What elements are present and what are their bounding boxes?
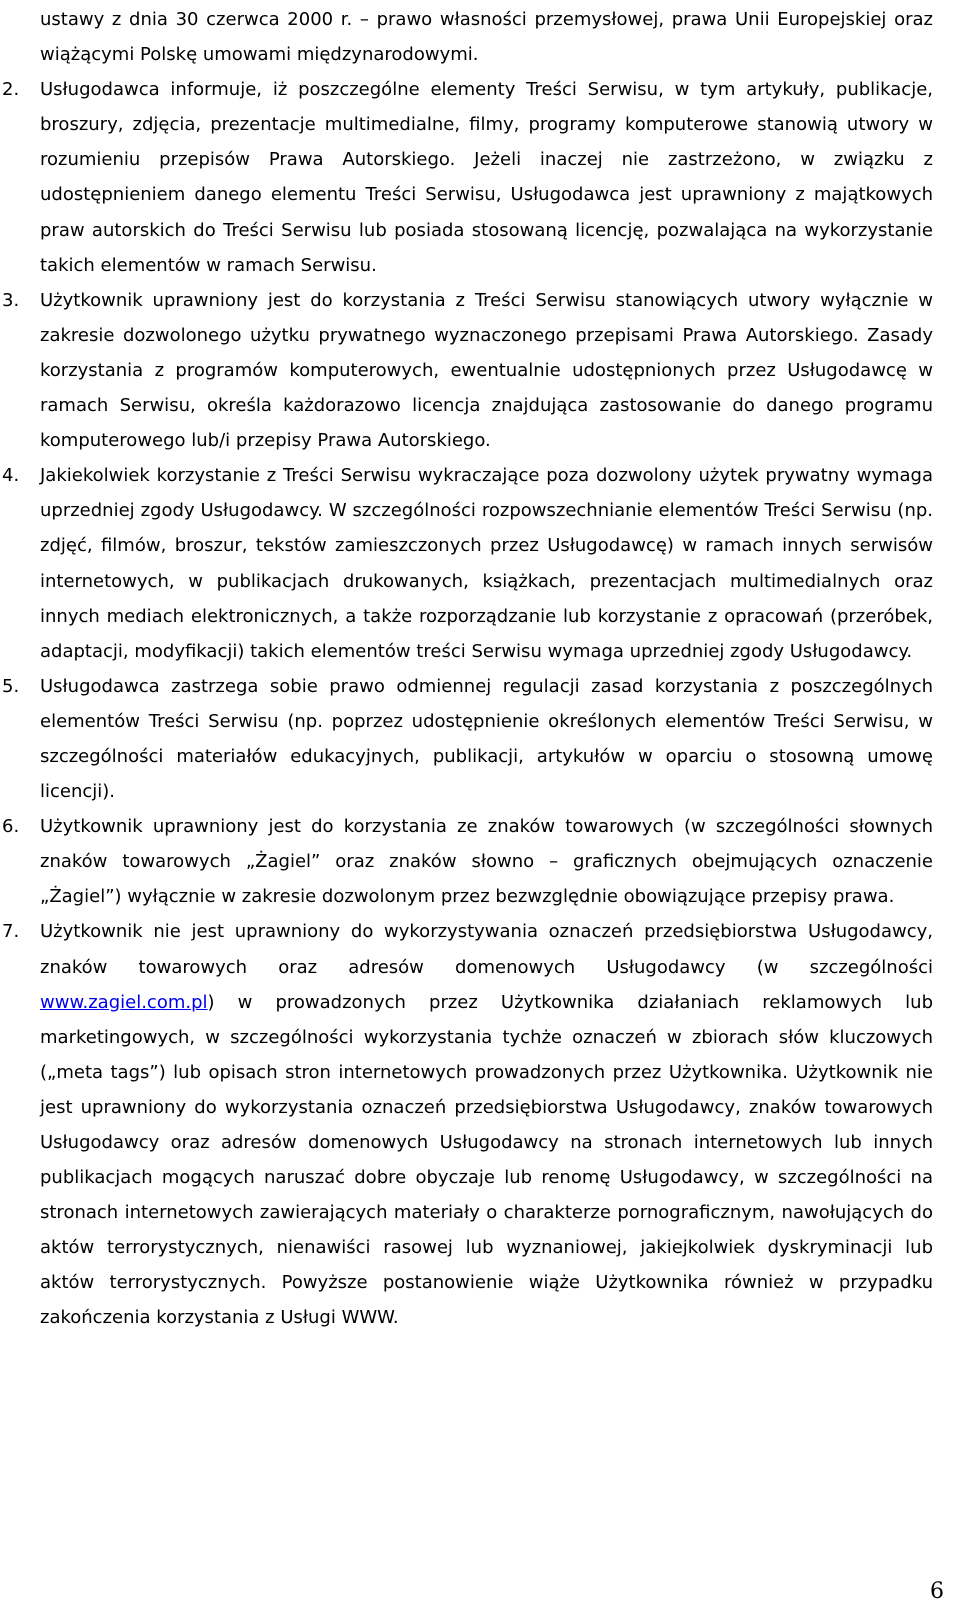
paragraph-text: ustawy z dnia 30 czerwca 2000 r. – prawo własności przemysłowej, prawa Unii Europejskiej oraz wiążącymi Polskę umowami międzynarodowymi. bbox=[40, 9, 933, 66]
paragraph-text: Usługodawca zastrzega sobie prawo odmiennej regulacji zasad korzystania z poszczególnych elementów Treści Serwisu (np. poprzez udostępnienie określonych elementów Treści Serwisu, w szczególności materiałów edukacyjnych, publikacji, artykułów w oparciu o stosowną umowę licencji). bbox=[40, 675, 933, 803]
paragraph-text: Usługodawca informuje, iż poszczególne elementy Treści Serwisu, w tym artykuły, publikacje, broszury, zdjęcia, prezentacje multimedialne, filmy, programy komputerowe stanowią utwory w rozumieniu przepisów Prawa Autorskiego. Jeżeli inaczej nie zastrzeżono, w związku z udostępnieniem danego elementu Treści Serwisu, Usługodawca jest uprawniony z majątkowych praw autorskich do Treści Serwisu lub posiada stosowaną licencję, pozwalająca na wykorzystanie takich elementów w ramach Serwisu. bbox=[40, 79, 933, 276]
paragraph-text-before-link: Użytkownik nie jest uprawniony do wykorzystywania oznaczeń przedsiębiorstwa Usługodawcy, znaków towarowych oraz adresów domenowych Usługodawcy (w szczególności bbox=[40, 921, 933, 978]
paragraph-text: Użytkownik uprawniony jest do korzystania ze znaków towarowych (w szczególności słownych znaków towarowych „Żagiel” oraz znaków słowno – graficznych obejmujących oznaczenie „Żagiel”) wyłącznie w zakresie dozwolonym przez bezwzględnie obowiązujące przepisy prawa. bbox=[40, 816, 933, 908]
paragraph-6 bbox=[2, 809, 933, 914]
paragraph-number: 6. bbox=[2, 816, 20, 838]
zagiel-website-link[interactable]: www.zagiel.com.pl bbox=[40, 991, 208, 1013]
paragraph-4 bbox=[2, 458, 933, 669]
paragraph-text: Użytkownik uprawniony jest do korzystania z Treści Serwisu stanowiących utwory wyłącznie w zakresie dozwolonego użytku prywatnego wyznaczonego przepisami Prawa Autorskiego. Zasady korzystania z programów komputerowych, ewentualnie udostępnionych przez Usługodawcę w ramach Serwisu, określa każdorazowo licencja znajdująca zastosowanie do danego programu komputerowego lub/i przepisy Prawa Autorskiego. bbox=[40, 289, 933, 452]
paragraph-2 bbox=[2, 72, 933, 283]
paragraph-number: 5. bbox=[2, 675, 20, 697]
paragraph-3 bbox=[2, 283, 933, 458]
page-number: 6 bbox=[930, 1579, 944, 1604]
document-body bbox=[2, 2, 933, 1336]
paragraph-text-after-link: ) w prowadzonych przez Użytkownika działaniach reklamowych lub marketingowych, w szczególności wykorzystania tychże oznaczeń w zbiorach słów kluczowych („meta tags”) lub opisach stron internetowych prowadzonych przez Użytkownika. Użytkownik nie jest uprawniony do wykorzystania oznaczeń przedsiębiorstwa Usługodawcy, znaków towarowych Usługodawcy oraz adresów domenowych Usługodawcy na stronach internetowych lub innych publikacjach mogących naruszać dobre obyczaje lub renomę Usługodawcy, w szczególności na stronach internetowych zawierających materiały o charakterze pornograficznym, nawołujących do aktów terrorystycznych, nienawiści rasowej lub wyznaniowej, jakiejkolwiek dyskryminacji lub aktów terrorystycznych. Powyższe postanowienie wiąże Użytkownika również w przypadku zakończenia korzystania z Usługi WWW. bbox=[40, 991, 933, 1329]
paragraph-number: 4. bbox=[2, 465, 20, 487]
paragraph-number: 2. bbox=[2, 79, 20, 101]
paragraph-number: 7. bbox=[2, 921, 20, 943]
paragraph-number: 3. bbox=[2, 289, 20, 311]
paragraph-7 bbox=[2, 914, 933, 1335]
paragraph-continuation bbox=[40, 2, 933, 72]
paragraph-5 bbox=[2, 669, 933, 809]
paragraph-text: Jakiekolwiek korzystanie z Treści Serwisu wykraczające poza dozwolony użytek prywatny wymaga uprzedniej zgody Usługodawcy. W szczególności rozpowszechnianie elementów Treści Serwisu (np. zdjęć, filmów, broszur, tekstów zamieszczonych przez Usługodawcę) w ramach innych serwisów internetowych, w publikacjach drukowanych, książkach, prezentacjach multimedialnych oraz innych mediach elektronicznych, a także rozporządzanie lub korzystanie z opracowań (przeróbek, adaptacji, modyfikacji) takich elementów treści Serwisu wymaga uprzedniej zgody Usługodawcy. bbox=[40, 465, 933, 662]
